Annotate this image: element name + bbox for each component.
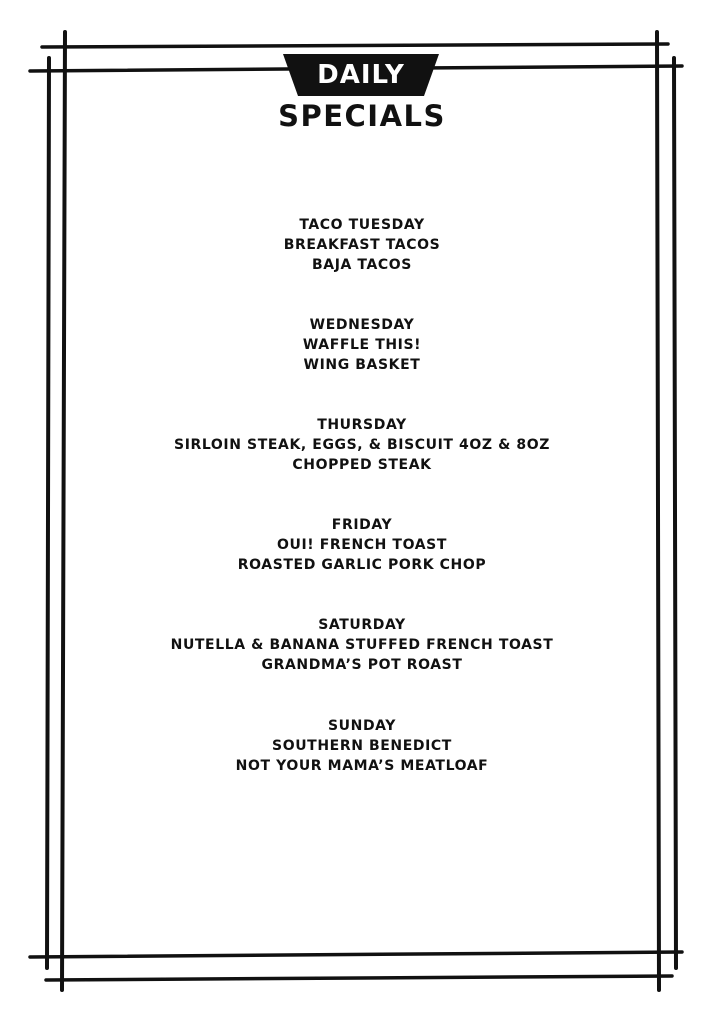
menu-item: GRANDMA’S POT ROAST	[261, 657, 463, 673]
menu-item: NUTELLA & BANANA STUFFED FRENCH TOAST	[170, 637, 554, 653]
menu-item: WAFFLE THIS!	[302, 337, 422, 353]
menu-item: NOT YOUR MAMA’S MEATLOAF	[235, 758, 489, 774]
border-line-right-1	[657, 32, 659, 990]
menu-section-friday	[110, 515, 614, 575]
menu-section-sunday	[110, 716, 614, 776]
menu-item: BREAKFAST TACOS	[283, 237, 441, 253]
page-title: SPECIALS	[278, 99, 446, 133]
header-tab-label: DAILY	[317, 60, 405, 90]
menu-section-wednesday	[110, 315, 614, 375]
menu-item: SOUTHERN BENEDICT	[272, 738, 452, 754]
menu-item: WING BASKET	[303, 357, 421, 373]
menu-item: CHOPPED STEAK	[292, 457, 432, 473]
menu-day-heading: SATURDAY	[318, 617, 406, 633]
menu-day-heading: TACO TUESDAY	[299, 217, 425, 233]
border-line-left-2	[47, 58, 49, 968]
menu-section-saturday	[110, 615, 614, 675]
menu-day-heading: SUNDAY	[327, 718, 397, 734]
menu-item: ROASTED GARLIC PORK CHOP	[237, 557, 487, 573]
border-line-bottom-2	[46, 976, 672, 980]
menu-day-heading: WEDNESDAY	[309, 317, 415, 333]
border-line-left-1	[62, 32, 65, 990]
menu-item: OUI! FRENCH TOAST	[277, 537, 447, 553]
border-line-top-1	[42, 44, 668, 47]
menu-item: SIRLOIN STEAK, EGGS, & BISCUIT 4OZ & 8OZ	[174, 437, 550, 453]
menu-day-heading: FRIDAY	[331, 517, 393, 533]
border-line-right-2	[674, 58, 676, 968]
menu-section-thursday	[110, 415, 614, 475]
border-line-bottom-1	[30, 952, 682, 957]
menu-day-heading: THURSDAY	[317, 417, 407, 433]
menu-item: BAJA TACOS	[312, 257, 412, 273]
menu-section-tuesday	[110, 215, 614, 275]
